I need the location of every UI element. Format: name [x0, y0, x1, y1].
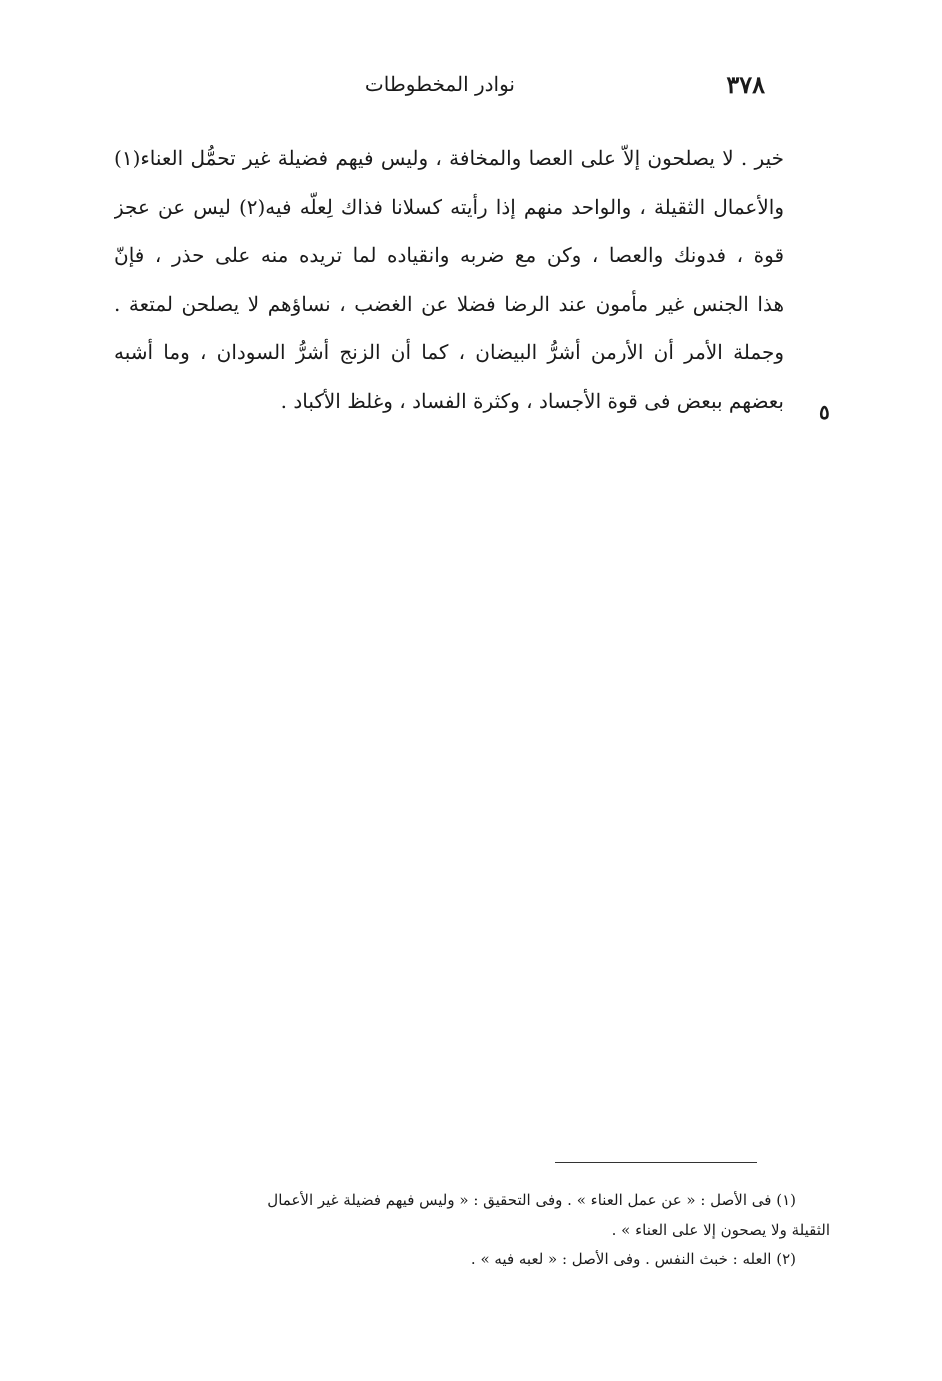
footnote-divider [555, 1162, 757, 1163]
footnotes [100, 1186, 830, 1275]
body-line: قوة ، فدونك والعصا ، وكن مع ضربه وانقياده لما تريده منه على حذر ، فإنّ [114, 243, 784, 268]
footnote-line: (٢) العله : خبث النفس . وفى الأصل : « لعبه فيه » . [470, 1250, 796, 1268]
page-header [100, 70, 765, 106]
body-line: هذا الجنس غير مأمون عند الرضا فضلا عن الغضب ، نساؤهم لا يصلحن لمتعة . [114, 291, 784, 316]
line-number-marker: ٥ [819, 400, 830, 424]
body-line: بعضهم ببعض فى قوة الأجساد ، وكثرة الفساد ، وغلظ الأكباد . [280, 388, 784, 413]
running-title: نوادر المخطوطات [364, 72, 515, 96]
body-text [114, 134, 784, 426]
footnote-line: الثقيلة ولا يصحون إلا على العناء » . [611, 1220, 830, 1239]
body-line: وجملة الأمر أن الأرمن أشرُّ البيضان ، كما أن الزنج أشرُّ السودان ، وما أشبه [114, 340, 784, 365]
page-number: ٣٧٨ [726, 70, 765, 99]
body-line: والأعمال الثقيلة ، والواحد منهم إذا رأيته كسلانا فذاك لِعلّه فيه(٢) ليس عن عجز [114, 194, 784, 219]
body-line: خير . لا يصلحون إلاّ على العصا والمخافة ، وليس فيهم فضيلة غير تحمُّل العناء(١) [114, 146, 784, 170]
footnote-line: (١) فى الأصل : « عن عمل العناء » . وفى التحقيق : « وليس فيهم فضيلة غير الأعمال [267, 1191, 796, 1209]
